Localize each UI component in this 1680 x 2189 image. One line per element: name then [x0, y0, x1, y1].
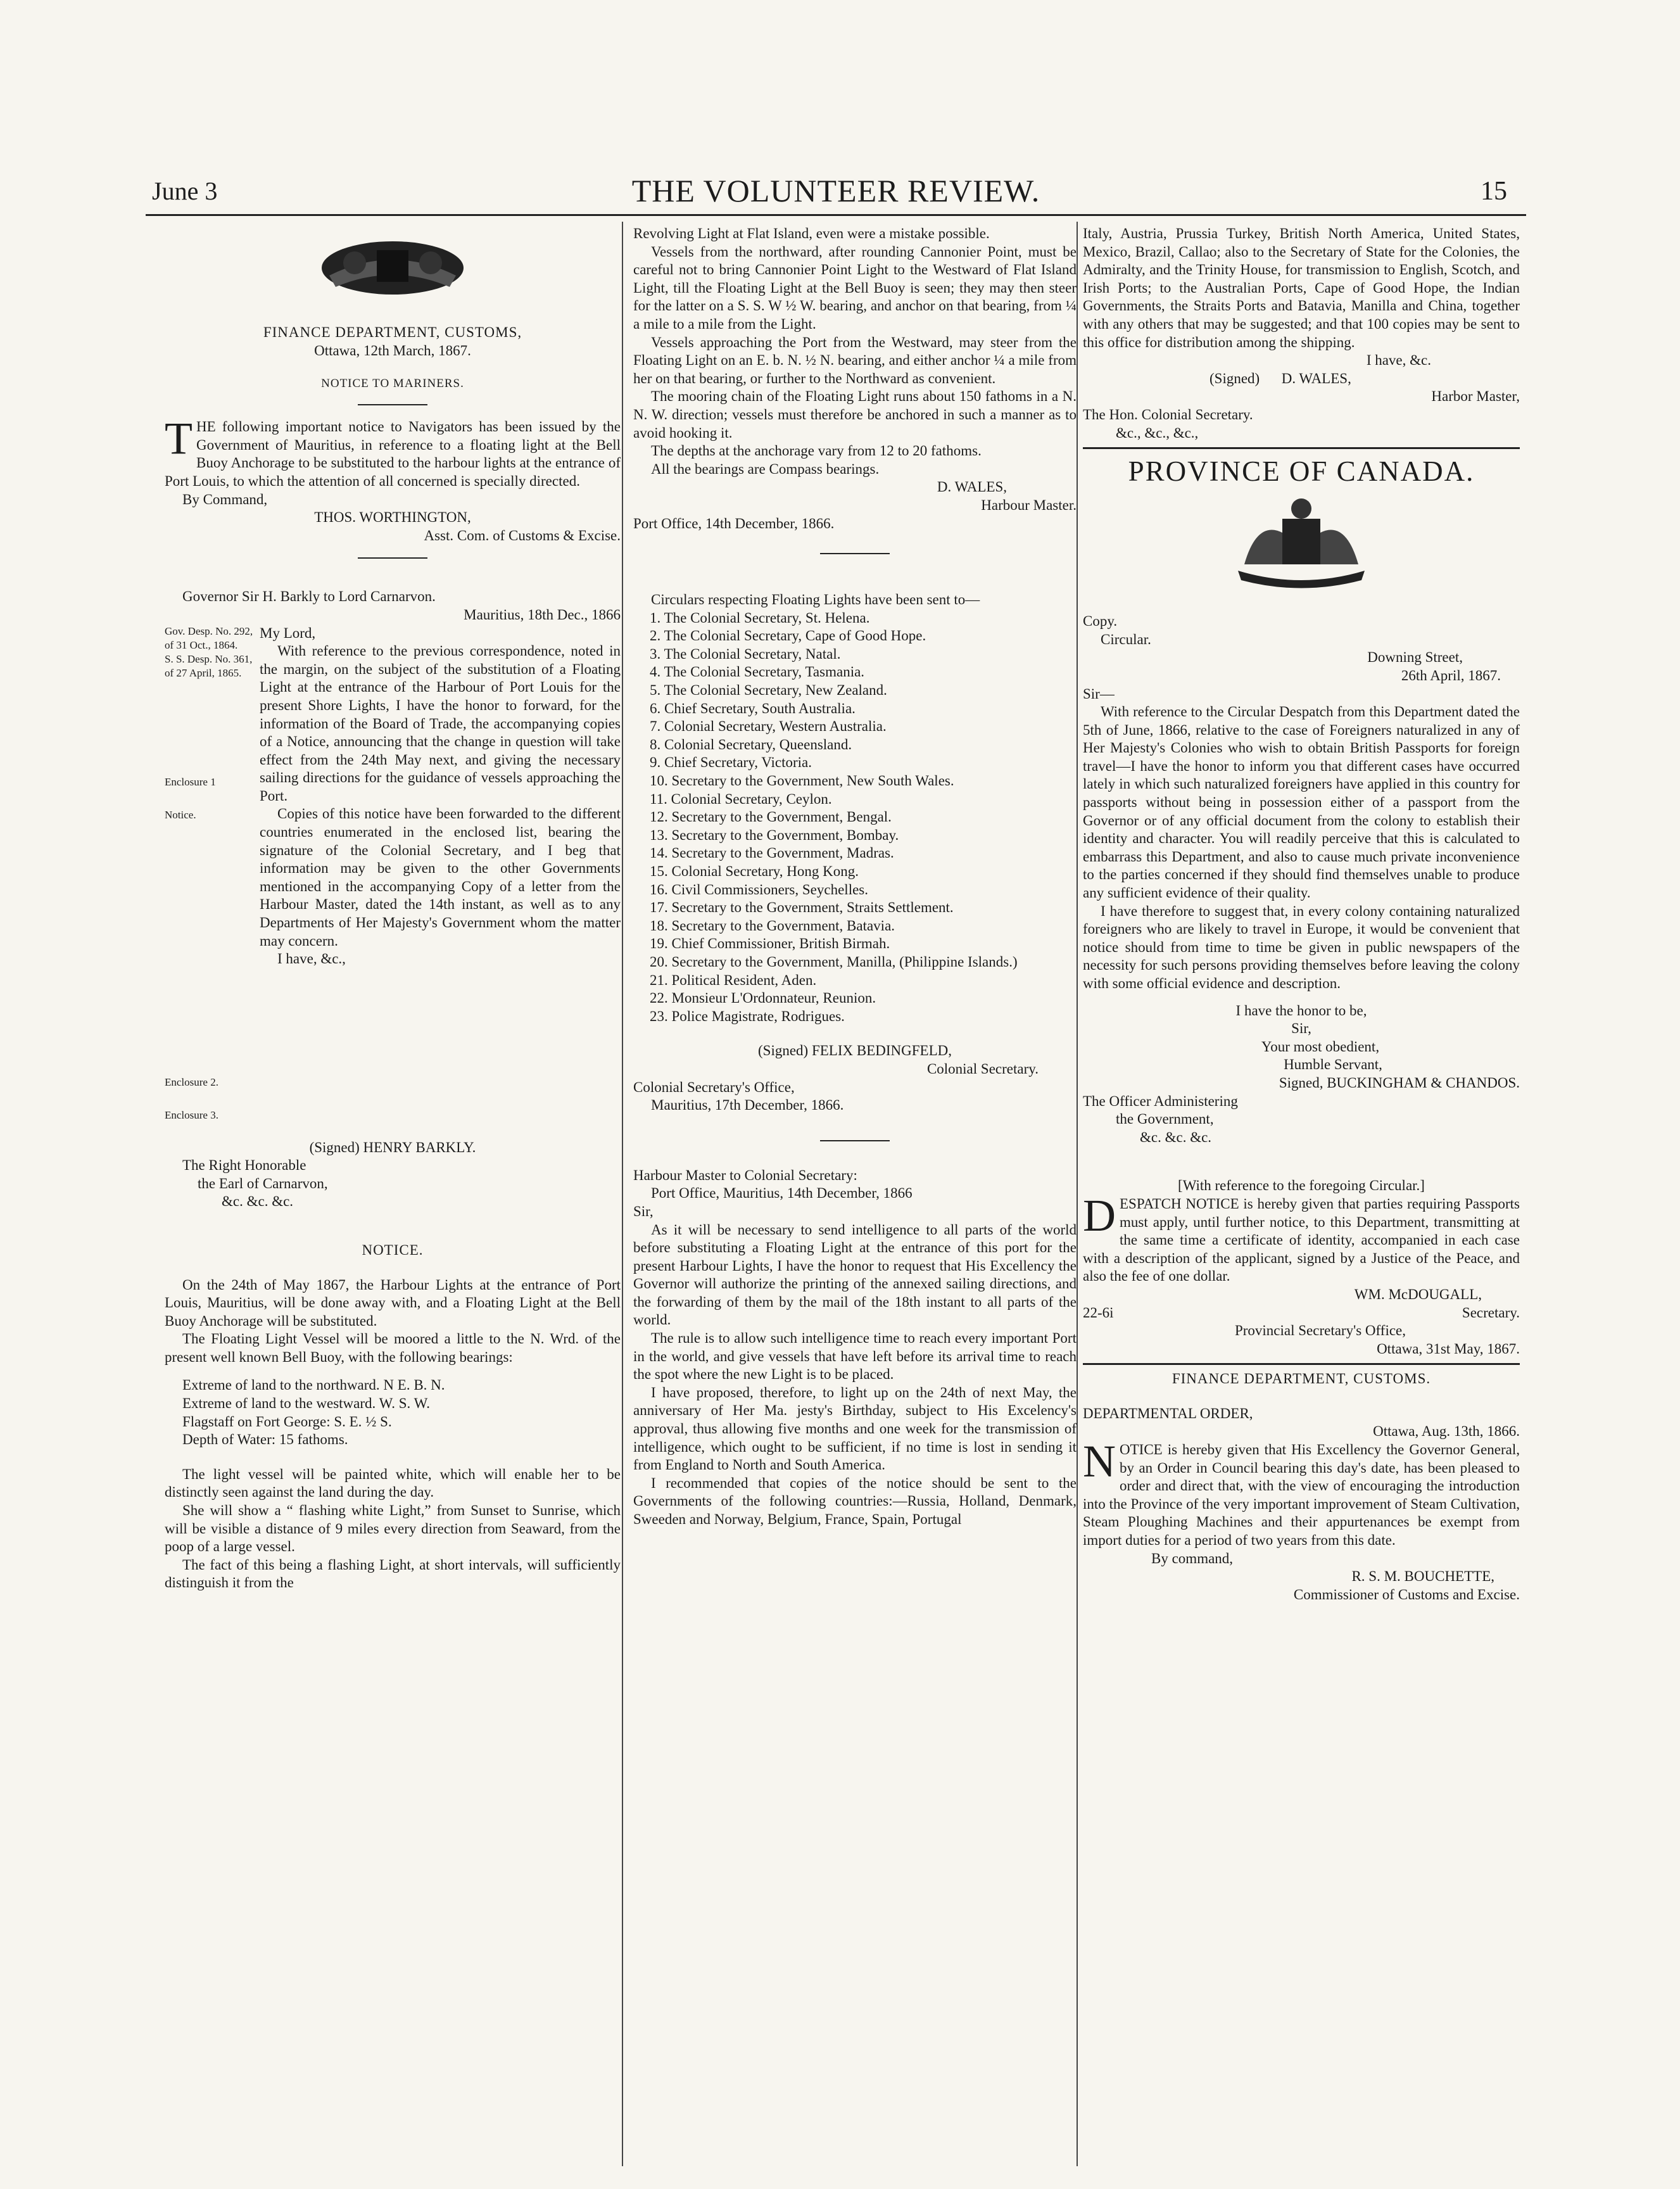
- salutation: My Lord,: [260, 625, 316, 641]
- list-item: 12. Secretary to the Government, Bengal.: [650, 809, 892, 825]
- section-rule: [1083, 1363, 1520, 1365]
- divider: [358, 404, 427, 405]
- list-item: 6. Chief Secretary, South Australia.: [650, 700, 856, 716]
- list-item: 15. Colonial Secretary, Hong Kong.: [650, 863, 859, 879]
- addressee-line: The Right Honorable: [182, 1157, 306, 1174]
- signature-title: Harbor Master,: [1431, 388, 1520, 405]
- list-item: 7. Colonial Secretary, Western Australia.: [650, 718, 887, 735]
- margin-ref: Gov. Desp. No. 292, of 31 Oct., 1864.: [165, 625, 253, 651]
- closing: I have, &c.,: [277, 951, 346, 967]
- list-item: 16. Civil Commissioners, Seychelles.: [650, 881, 868, 898]
- intro-text: HE following important notice to Navigators has been issued by the Government of Mauritius, in reference to a floating light at the Bell Buoy Anchorage to be substituted to the harbour lights at the entrance of Port Louis, to which the attention of all concerned is specially directed.: [165, 419, 621, 489]
- notice-paragraph: On the 24th of May 1867, the Harbour Lights at the entrance of Port Louis, Mauritius, will be done away with, and a Floating Light at the Bell Buoy Anchorage will be substituted.: [165, 1276, 621, 1329]
- list-item: 11. Colonial Secretary, Ceylon.: [650, 790, 832, 807]
- letter-paragraph: The rule is to allow such intelligence time to reach every important Port in the world, and give vessels that have left before its arrival time to reach the spot where the new Light is to be placed.: [633, 1330, 1077, 1383]
- bearing-line: Extreme of land to the northward. N E. B. N.: [182, 1377, 445, 1393]
- sailing-paragraph: The depths at the anchorage vary from 12 to 20 fathoms.: [651, 443, 982, 459]
- letter-paragraph: I recommended that copies of the notice should be sent to the Governments of the following countries:—Russia, Holland, Denmark, Sweeden and Norway, Belgium, France, Spain, Portugal: [633, 1475, 1077, 1527]
- page-header: [146, 171, 1526, 209]
- list-item: 10. Secretary to the Government, New South Wales.: [650, 773, 954, 789]
- notice-heading: NOTICE.: [362, 1241, 424, 1258]
- officer-line: The Officer Administering: [1083, 1093, 1238, 1109]
- drop-cap: D: [1083, 1190, 1116, 1241]
- signed-label: (Signed): [1209, 370, 1260, 386]
- letter-paragraph: With reference to the previous correspondence, noted in the margin, on the subject of the substitution of a Floating Light at the entrance of the Harbour of Port Louis for the present Shore Lights, I have the honor to forward, for the information of the Board of Trade, the accompanying copies of a Notice, announcing that the change in question will take effect from the 24th May next, and giving the necessary sailing directions for the guidance of vessels approaching the Port.: [260, 643, 621, 804]
- list-item: 4. The Colonial Secretary, Tasmania.: [650, 664, 865, 680]
- downing-date: 26th April, 1867.: [1401, 667, 1501, 683]
- departmental-order-heading: DEPARTMENTAL ORDER,: [1083, 1405, 1253, 1421]
- page-number: 15: [1481, 177, 1507, 206]
- signature-wales: D. WALES,: [937, 479, 1007, 495]
- sailing-paragraph: Vessels from the northward, after rounding Cannonier Point, must be careful not to bring Cannonier Point Light to the Westward of Flat Island Light, till the Floating Light at the Bell Buoy is seen; they may then steer for the latter on a S. S. W ½ W. bearing, and anchor on that bearing, from ¼ a mile to a mile from the Light.: [633, 243, 1077, 332]
- finance-department-title-2: FINANCE DEPARTMENT, CUSTOMS.: [1172, 1371, 1431, 1387]
- column-rule-1: [622, 222, 623, 2166]
- signature-barkly: (Signed) HENRY BARKLY.: [309, 1139, 476, 1155]
- margin-ref: S. S. Desp. No. 361, of 27 April, 1865.: [165, 652, 253, 679]
- column-2: [633, 225, 1077, 1529]
- bearing-line: Extreme of land to the westward. W. S. W.: [182, 1395, 430, 1412]
- divider: [820, 553, 890, 554]
- closing: I have, &c.: [1366, 352, 1431, 369]
- list-item: 19. Chief Commissioner, British Birmah.: [650, 936, 890, 952]
- continued-paragraph: Italy, Austria, Prussia Turkey, British North America, United States, Mexico, Brazil, Callao; also to the Secretary of State for the Colonies, the Admiralty, and the Trinity House, for transmission to English, Scotch, and Irish Ports; to the Australian Ports, Cape of Good Hope, the Indian Governments, the Straits Ports and Batavia, Manilla and China, together with any others that may be suggested; and that 100 copies may be sent to this office for distribution among the shipping.: [1083, 225, 1520, 350]
- margin-notice: Notice.: [165, 808, 196, 821]
- provincial-office-date: Ottawa, 31st May, 1867.: [1377, 1340, 1520, 1357]
- drop-cap: T: [165, 413, 193, 464]
- despatch-paragraph: With reference to the Circular Despatch from this Department dated the 5th of June, 1866, relative to the case of Foreigners naturalized in any of Her Majesty's Colonies who wish to obtain British Passports for foreign travel—I have the honor to inform you that different cases have occurred lately in which such naturalized foreigners have applied in this country for passports without being in possession either of a passport from the Governor or of any official document from the colony to establish their identity and character. You will readily perceive that this is calculated to embarrass this Department, and also to cause much private inconvenience to the parties concerned if they should find themselves unable to produce any sufficient evidence of their quality.: [1083, 704, 1520, 901]
- royal-arms-icon: [317, 231, 469, 301]
- despatch-notice-text: ESPATCH NOTICE is hereby given that parties requiring Passports must apply, until further notice, to this Department, transmitting at the same time a certificate of identity, accompanied in each case with a description of the applicant, signed by a Justice of the Peace, and also the fee of one dollar.: [1083, 1195, 1520, 1285]
- column-3: [1083, 225, 1520, 1604]
- officer-line: &c. &c. &c.: [1140, 1129, 1212, 1145]
- list-item: 5. The Colonial Secretary, New Zealand.: [650, 682, 887, 699]
- margin-references: [165, 625, 260, 1122]
- signature-title: Harbour Master.: [981, 497, 1077, 513]
- signer-title: Asst. Com. of Customs & Excise.: [424, 527, 621, 543]
- header-date: June 3: [152, 177, 218, 205]
- despatch-paragraph: I have therefore to suggest that, in every colony containing naturalized foreigners who are likely to travel in Europe, it would be convenient that notice should from time to time be given in public newspapers of the necessity for such persons providing themselves before leaving the colony with some official evidence and description.: [1083, 903, 1520, 991]
- list-item: 8. Colonial Secretary, Queensland.: [650, 736, 852, 752]
- notice-paragraph: The light vessel will be painted white, which will enable her to be distinctly seen against the land during the day.: [165, 1466, 621, 1501]
- despatch-notice-paragraph: [1083, 1190, 1520, 1286]
- list-item: 18. Secretary to the Government, Batavia.: [650, 917, 895, 934]
- finance-department-title: FINANCE DEPARTMENT, CUSTOMS,: [263, 324, 522, 340]
- order-paragraph: [1083, 1436, 1520, 1550]
- intro-paragraph: [165, 413, 621, 490]
- order-date: Ottawa, Aug. 13th, 1866.: [1373, 1423, 1520, 1440]
- sailing-paragraph: The mooring chain of the Floating Light runs about 150 fathoms in a N. N. W. direction; vessels must therefore be anchored in such a manner as to avoid hooking it.: [633, 388, 1077, 441]
- secretary-line: [1083, 1304, 1520, 1323]
- notice-paragraph: She will show a “ flashing white Light,” from Sunset to Sunrise, which will be visible a distance of 9 miles every direction from Seaward, from the poop of a large vessel.: [165, 1502, 621, 1555]
- secretary-title: Secretary.: [1462, 1304, 1520, 1321]
- office-line: Colonial Secretary's Office,: [633, 1079, 795, 1095]
- with-reference-note: [With reference to the foregoing Circular.]: [1178, 1177, 1425, 1194]
- signature-title: Colonial Secretary.: [926, 1060, 1039, 1077]
- office-dateline: Mauritius, 17th December, 1866.: [651, 1097, 844, 1114]
- list-item: 20. Secretary to the Government, Manilla, (Philippine Islands.): [650, 953, 1018, 970]
- harbour-master-dateline: Port Office, Mauritius, 14th December, 1866: [651, 1185, 913, 1202]
- letter-paragraph: Copies of this notice have been forwarded to the different countries enumerated in the enclosed list, bearing the signature of the Colonial Secretary, and I beg that information may be given to the other Governments mentioned in the accompanying Copy of a letter from the Harbour Master, dated the 14th instant, as well as to any Departments of Her Majesty's Government whom the matter may concern.: [260, 806, 621, 949]
- list-item: 2. The Colonial Secretary, Cape of Good Hope.: [650, 628, 926, 644]
- governor-letter-dateline: Mauritius, 18th Dec., 1866: [464, 606, 621, 623]
- closing-line: Your most obedient,: [1261, 1038, 1380, 1055]
- list-item: 21. Political Resident, Aden.: [650, 972, 817, 988]
- bearing-line: Flagstaff on Fort George: S. E. ½ S.: [182, 1413, 392, 1430]
- notice-paragraph: The fact of this being a flashing Light, at short intervals, will sufficiently distinguish it from the: [165, 1556, 621, 1591]
- downing-street: Downing Street,: [1367, 649, 1463, 666]
- circulars-intro: Circulars respecting Floating Lights have been sent to—: [651, 592, 980, 608]
- addressee-line: the Earl of Carnarvon,: [198, 1175, 328, 1191]
- letter-paragraph: I have proposed, therefore, to light up on the 24th of next May, the anniversary of Her Ma. jesty's Birthday, subject to His Excelency's approval, thus allowing five months and one week for the transmission of intelligence, which ought to be sufficient, if no time is lost in sending it from England to North and South America.: [633, 1384, 1077, 1473]
- closing-line: Humble Servant,: [1284, 1056, 1382, 1073]
- advert-number: 22-6i: [1083, 1304, 1114, 1321]
- officer-line: the Government,: [1116, 1111, 1214, 1127]
- signature-wales: D. WALES,: [1281, 370, 1351, 386]
- addressee-line: &c. &c. &c.: [222, 1193, 294, 1210]
- notice-paragraph: The Floating Light Vessel will be moored a little to the N. Wrd. of the present well known Bell Buoy, with the following bearings:: [165, 1331, 621, 1365]
- masthead-title: THE VOLUNTEER REVIEW.: [631, 173, 1040, 208]
- harbour-master-heading: Harbour Master to Colonial Secretary:: [633, 1167, 857, 1183]
- provincial-office: Provincial Secretary's Office,: [1234, 1323, 1406, 1339]
- by-command: By command,: [1151, 1550, 1234, 1566]
- column-1: [165, 225, 621, 1592]
- margin-enclosure-2: Enclosure 2.: [165, 1075, 218, 1088]
- list-item: 23. Police Magistrate, Rodrigues.: [650, 1008, 845, 1024]
- circulars-list: [633, 609, 1077, 1026]
- copy-label: Copy.: [1083, 613, 1118, 630]
- salutation: Sir—: [1083, 685, 1115, 702]
- list-item: 14. Secretary to the Government, Madras.: [650, 845, 894, 861]
- sailing-paragraph: Vessels approaching the Port from the Westward, may steer from the Floating Light on an E. b. N. ½ N. bearing, and either anchor ¼ a mile from her on that bearing, or further to the Northward as convenient.: [633, 334, 1077, 386]
- signer-name: THOS. WORTHINGTON,: [314, 509, 471, 526]
- governor-letter-heading: Governor Sir H. Barkly to Lord Carnarvon.: [182, 588, 436, 605]
- letter-paragraph: As it will be necessary to send intelligence to all parts of the world before substituting a Floating Light at the entrance of this port for the present Harbour Lights, I have the honor to request that His Excellency the Governor will authorize the printing of the annexed sailing directions, and the forwarding of them by the mail of the 18th instant to all parts of the world.: [633, 1221, 1077, 1328]
- order-text: OTICE is hereby given that His Excellency the Governor General, by an Order in Council bearing this day's date, has been pleased to order and direct that, with the view of encouraging the introduction into the Province of the very important improvement of Steam Cultivation, Steam Ploughing Machines and their appurtenances be exempt from import duties for a period of two years from this date.: [1083, 1442, 1520, 1549]
- divider: [820, 1140, 890, 1141]
- list-item: 17. Secretary to the Government, Straits Settlement.: [650, 899, 954, 916]
- bearing-line: Depth of Water: 15 fathoms.: [182, 1431, 348, 1448]
- section-rule: [1083, 447, 1520, 449]
- by-command: By Command,: [182, 491, 268, 507]
- addressee-line: &c., &c., &c.,: [1116, 424, 1199, 441]
- list-item: 3. The Colonial Secretary, Natal.: [650, 645, 841, 662]
- margin-enclosure-1: Enclosure 1: [165, 775, 216, 788]
- closing-line: I have the honor to be,: [1235, 1002, 1367, 1018]
- list-item: 1. The Colonial Secretary, St. Helena.: [650, 609, 870, 626]
- signature-mcdougall: WM. McDOUGALL,: [1354, 1286, 1482, 1302]
- drop-cap: N: [1083, 1436, 1116, 1487]
- province-of-canada-heading: PROVINCE OF CANADA.: [1128, 455, 1475, 488]
- sailing-paragraph: All the bearings are Compass bearings.: [651, 460, 880, 477]
- signature-bedingfeld: (Signed) FELIX BEDINGFELD,: [758, 1043, 952, 1059]
- header-rule: [146, 214, 1526, 216]
- signature-buckingham: Signed, BUCKINGHAM & CHANDOS.: [1279, 1074, 1520, 1091]
- finance-dateline: Ottawa, 12th March, 1867.: [314, 342, 471, 358]
- coat-of-arms-icon: [1219, 495, 1384, 590]
- closing-line: Sir,: [1291, 1020, 1311, 1037]
- divider: [358, 557, 427, 559]
- newspaper-page: [146, 171, 1526, 2166]
- margin-enclosure-3: Enclosure 3.: [165, 1108, 218, 1121]
- column-rule-2: [1077, 222, 1078, 2166]
- list-item: 22. Monsieur L'Ordonnateur, Reunion.: [650, 990, 876, 1006]
- notice-to-mariners-heading: NOTICE TO MARINERS.: [321, 377, 464, 391]
- signature-title: Commissioner of Customs and Excise.: [1293, 1586, 1520, 1602]
- continued-paragraph: Revolving Light at Flat Island, even were a mistake possible.: [633, 225, 990, 241]
- addressee-line: The Hon. Colonial Secretary.: [1083, 406, 1253, 422]
- port-office-dateline: Port Office, 14th December, 1866.: [633, 515, 835, 531]
- signature-bouchette: R. S. M. BOUCHETTE,: [1351, 1568, 1494, 1585]
- signature-line: [1083, 370, 1520, 388]
- salutation: Sir,: [633, 1203, 654, 1219]
- list-item: 13. Secretary to the Government, Bombay.: [650, 827, 899, 843]
- list-item: 9. Chief Secretary, Victoria.: [650, 754, 812, 771]
- circular-label: Circular.: [1101, 631, 1151, 647]
